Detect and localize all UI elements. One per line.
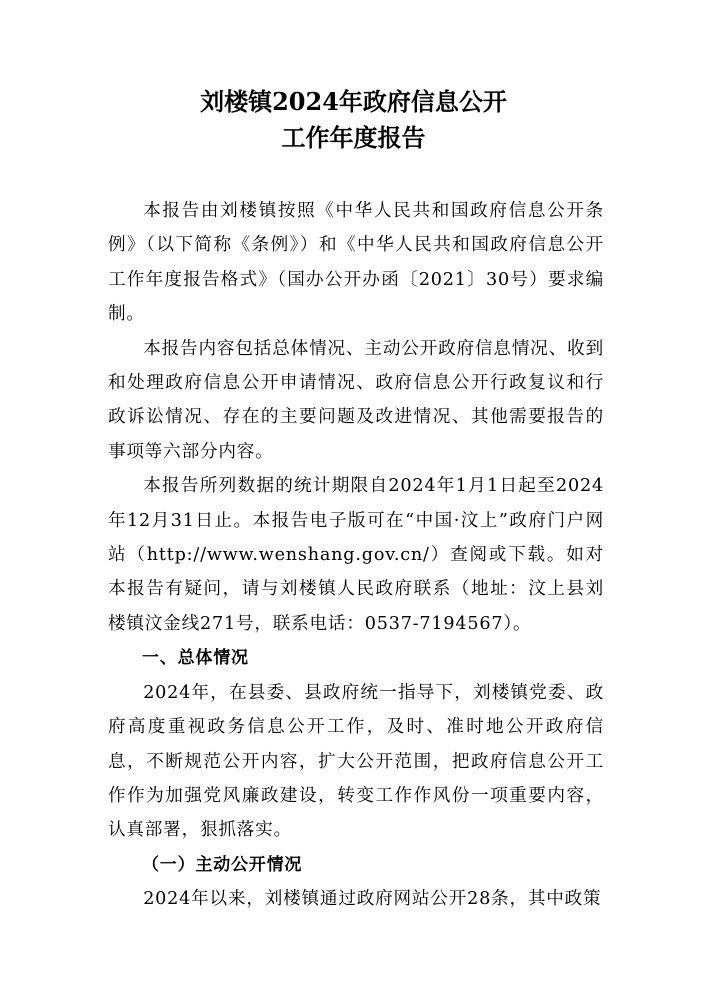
paragraph-overview: 2024年，在县委、县政府统一指导下，刘楼镇党委、政府高度重视政务信息公开工作，及时、准时地公开政府信息，不断规范公开内容，扩大公开范围，把政府信息公开工作作为加强党风廉政建设，转变工作作风份一项重要内容，认真部署，狠抓落实。 <box>108 682 604 841</box>
subsection-heading-active-disclosure: （一）主动公开情况 <box>142 854 303 875</box>
section-heading-overview: 一、总体情况 <box>142 648 249 669</box>
paragraph-active-disclosure: 2024年以来，刘楼镇通过政府网站公开28条，其中政策 <box>143 889 602 910</box>
paragraph-contents: 本报告内容包括总体情况、主动公开政府信息情况、收到和处理政府信息公开申请情况、政府信息公开行政复议和行政诉讼情况、存在的主要问题及改进情况、其他需要报告的事项等六部分内容。 <box>108 338 604 462</box>
paragraph-period: 本报告所列数据的统计期限自2024年1月1日起至2024年12月31日止。本报告电子版可在“中国·汶上”政府门户网站（http://www.wenshang.gov.cn/）查阅或下载。如对本报告有疑问，请与刘楼镇人民政府联系（地址：汶上县刘楼镇汶金线271号，联系电话：0537-7194567）。 <box>108 476 604 634</box>
report-title-line-2: 工作年度报告 <box>281 123 426 152</box>
paragraph-intro: 本报告由刘楼镇按照《中华人民共和国政府信息公开条例》（以下简称《条例》）和《中华人民共和国政府信息公开工作年度报告格式》（国办公开办函〔2021〕30号）要求编制。 <box>108 201 604 325</box>
report-title-line-1: 刘楼镇2024年政府信息公开 <box>200 87 507 116</box>
report-body <box>108 194 604 917</box>
